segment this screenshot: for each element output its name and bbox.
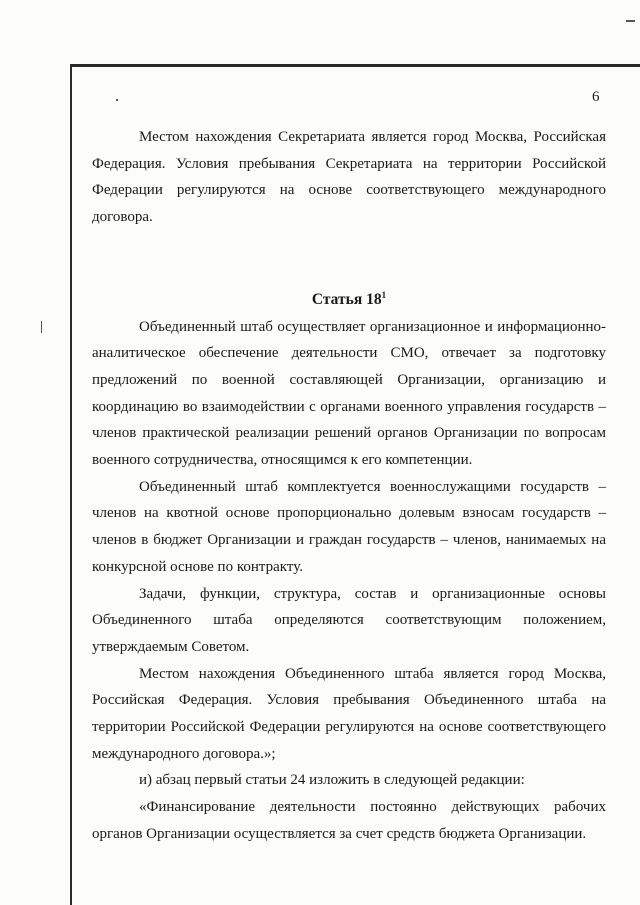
page-border-left [70,64,72,905]
article-heading [92,285,606,314]
document-body [92,124,606,848]
section-gap [92,231,606,258]
page-number: 6 [592,89,600,105]
paragraph-secretariat-location: Местом нахождения Секретариата является город Москва, Российская Федерация. Условия пребывания Секретариата на территории Российской Федерации регулируются на основе соответствующего международного договора. [92,129,606,226]
paragraph-amendment-article-24: и) абзац первый статьи 24 изложить в следующей редакции: [139,772,525,789]
page-border-top [70,64,640,67]
article-superscript: 1 [381,289,387,300]
scan-mark [116,99,118,101]
paragraph-financing: «Финансирование деятельности постоянно действующих рабочих органов Организации осуществляется за счет средств бюджета Организации. [92,799,606,842]
paragraph-joint-staff-location: Местом нахождения Объединенного штаба является город Москва, Российская Федерация. Условия пребывания Объединенного штаба на территории Российской Федерации регулируются на основе соответствующего международного договора.»; [92,665,606,762]
paragraph-joint-staff-functions: Объединенный штаб осуществляет организационное и информационно-аналитическое обеспечение деятельности СМО, отвечает за подготовку предложений по военной составляющей Организации, организацию и координацию во взаимодействии с органами военного управления государств – членов практической реализации решений органов Организации по вопросам военного сотрудничества, относящимся к его компетенции. [92,318,606,469]
article-title: Статья 18 [311,290,382,308]
scan-mark [41,321,42,333]
scan-mark [626,20,635,22]
paragraph-joint-staff-staffing: Объединенный штаб комплектуется военнослужащими государств – членов на квотной основе пропорционально долевым взносам государств – членов в бюджет Организации и граждан государств – членов, нанимаемых на конкурсной основе по контракту. [92,478,606,575]
paragraph-joint-staff-tasks: Задачи, функции, структура, состав и организационные основы Объединенного штаба определяются соответствующим положением, утверждаемым Советом. [92,585,606,655]
